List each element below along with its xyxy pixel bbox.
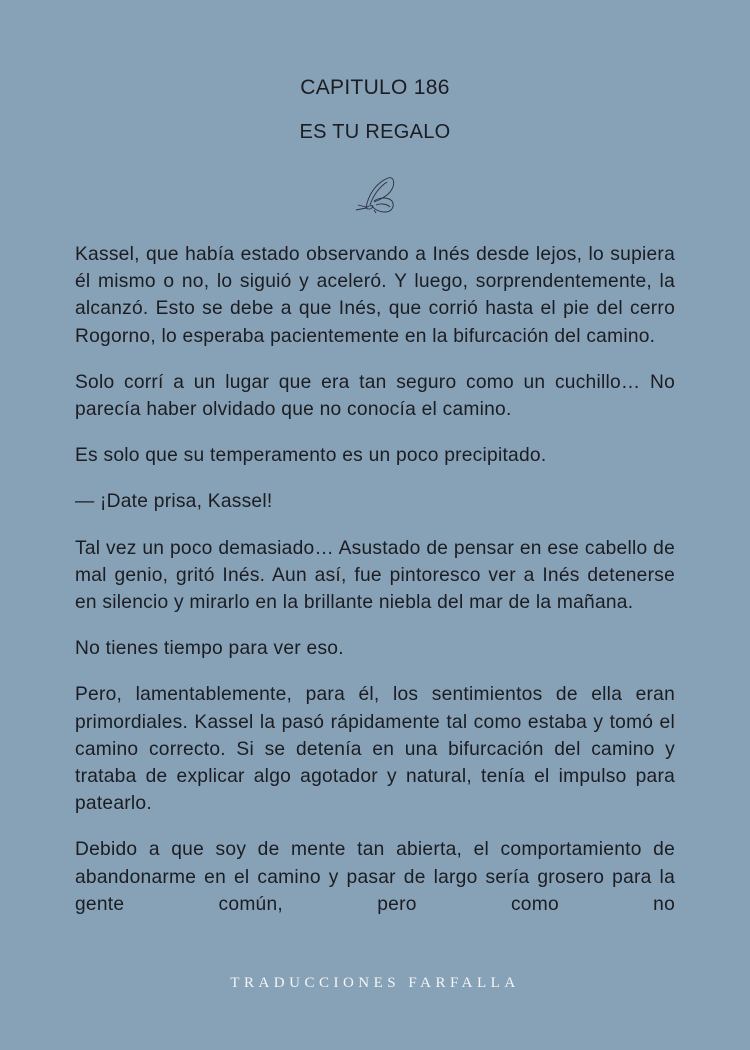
paragraph: Kassel, que había estado observando a Inés desde lejos, lo supiera él mismo o no, lo siguió y aceleró. Y luego, sorprendentemente, la alcanzó. Esto se debe a que Inés, que corrió hasta el pie del cerro Rogorno, lo esperaba pacientemente en la bifurcación del camino. [75,244,675,347]
paragraph: Tal vez un poco demasiado… Asustado de pensar en ese cabello de mal genio, gritó Inés. Aun así, fue pintoresco ver a Inés detenerse en silencio y mirarlo en la brillante niebla del mar de la mañana. [75,537,675,614]
paragraph: Solo corrí a un lugar que era tan seguro como un cuchillo… No parecía haber olvidado que no conocía el camino. [75,371,675,421]
paragraph: Es solo que su temperamento es un poco precipitado. [75,445,547,467]
paragraph: Debido a que soy de mente tan abierta, el comportamiento de abandonarme en el camino y pasar de largo sería grosero para la gente común, pero como no [75,839,675,915]
chapter-body [75,241,675,937]
butterfly-icon [352,175,397,215]
paragraph: — ¡Date prisa, Kassel! [75,491,273,513]
footer-credit: TRADUCCIONES FARFALLA [230,975,520,991]
chapter-title: ES TU REGALO [299,121,451,143]
paragraph: Pero, lamentablemente, para él, los sentimientos de ella eran primordiales. Kassel la pasó rápidamente tal como estaba y tomó el camino correcto. Si se detenía en una bifurcación del camino y trataba de explicar algo agotador y natural, tenía el impulso para patearlo. [75,684,675,815]
chapter-number: CAPITULO 186 [300,76,450,99]
paragraph: No tienes tiempo para ver eso. [75,638,344,660]
